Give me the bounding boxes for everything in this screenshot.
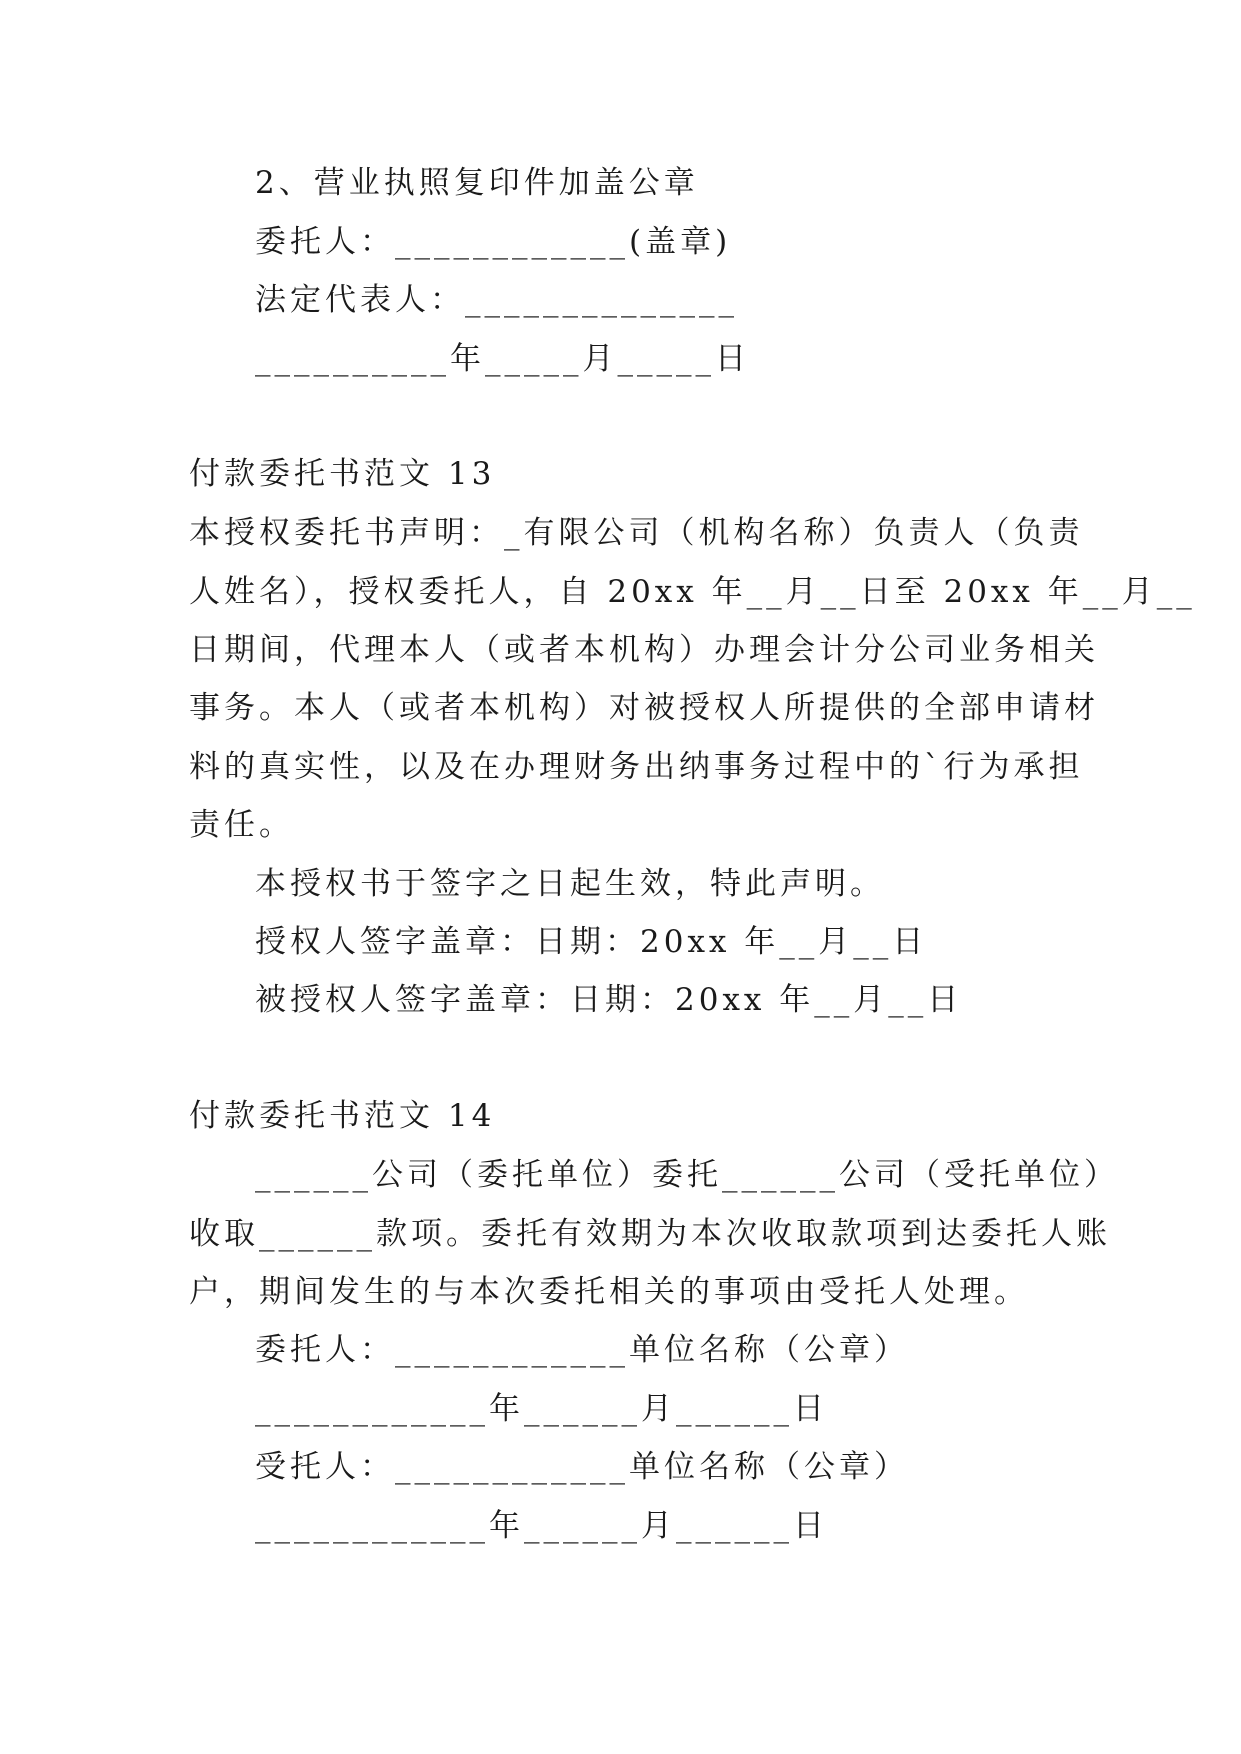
agent-line: 受托人：____________单位名称（公章） [255,1449,909,1485]
section-13-paragraph-line: 本授权委托书声明：_有限公司（机构名称）负责人（负责 [189,515,1084,551]
section-14-title: 付款委托书范文 14 [189,1098,496,1134]
section-13-paragraph-line: 事务。本人（或者本机构）对被授权人所提供的全部申请材 [189,690,1099,726]
principal-seal-line: 委托人：____________(盖章) [255,224,732,260]
section-13-paragraph-line: 责任。 [189,807,294,843]
principal-line: 委托人：____________单位名称（公章） [255,1332,909,1368]
principal-date-line: ____________年______月______日 [255,1391,828,1427]
attachment-item-2: 2、营业执照复印件加盖公章 [255,165,699,201]
section-13-paragraph-line: 人姓名），授权委托人，自 20xx 年__月__日至 20xx 年__月__ [189,574,1196,610]
effective-statement: 本授权书于签字之日起生效，特此声明。 [255,866,885,902]
grantee-signature-line: 被授权人签字盖章：日期：20xx 年__月__日 [255,982,963,1018]
section-13-paragraph-line: 料的真实性，以及在办理财务出纳事务过程中的`行为承担 [189,749,1084,785]
section-13-paragraph-line: 日期间，代理本人（或者本机构）办理会计分公司业务相关 [189,632,1099,668]
legal-representative-line: 法定代表人：______________ [255,282,738,318]
section-14-paragraph-line: ______公司（委托单位）委托______公司（受托单位） [255,1157,1119,1193]
section-13-title: 付款委托书范文 13 [189,456,496,492]
section-14-paragraph-line: 收取______款项。委托有效期为本次收取款项到达委托人账 [189,1216,1111,1252]
section-14-paragraph-line: 户，期间发生的与本次委托相关的事项由受托人处理。 [189,1274,1029,1310]
date-line: __________年_____月_____日 [255,341,750,377]
agent-date-line: ____________年______月______日 [255,1508,828,1544]
grantor-signature-line: 授权人签字盖章：日期：20xx 年__月__日 [255,924,928,960]
